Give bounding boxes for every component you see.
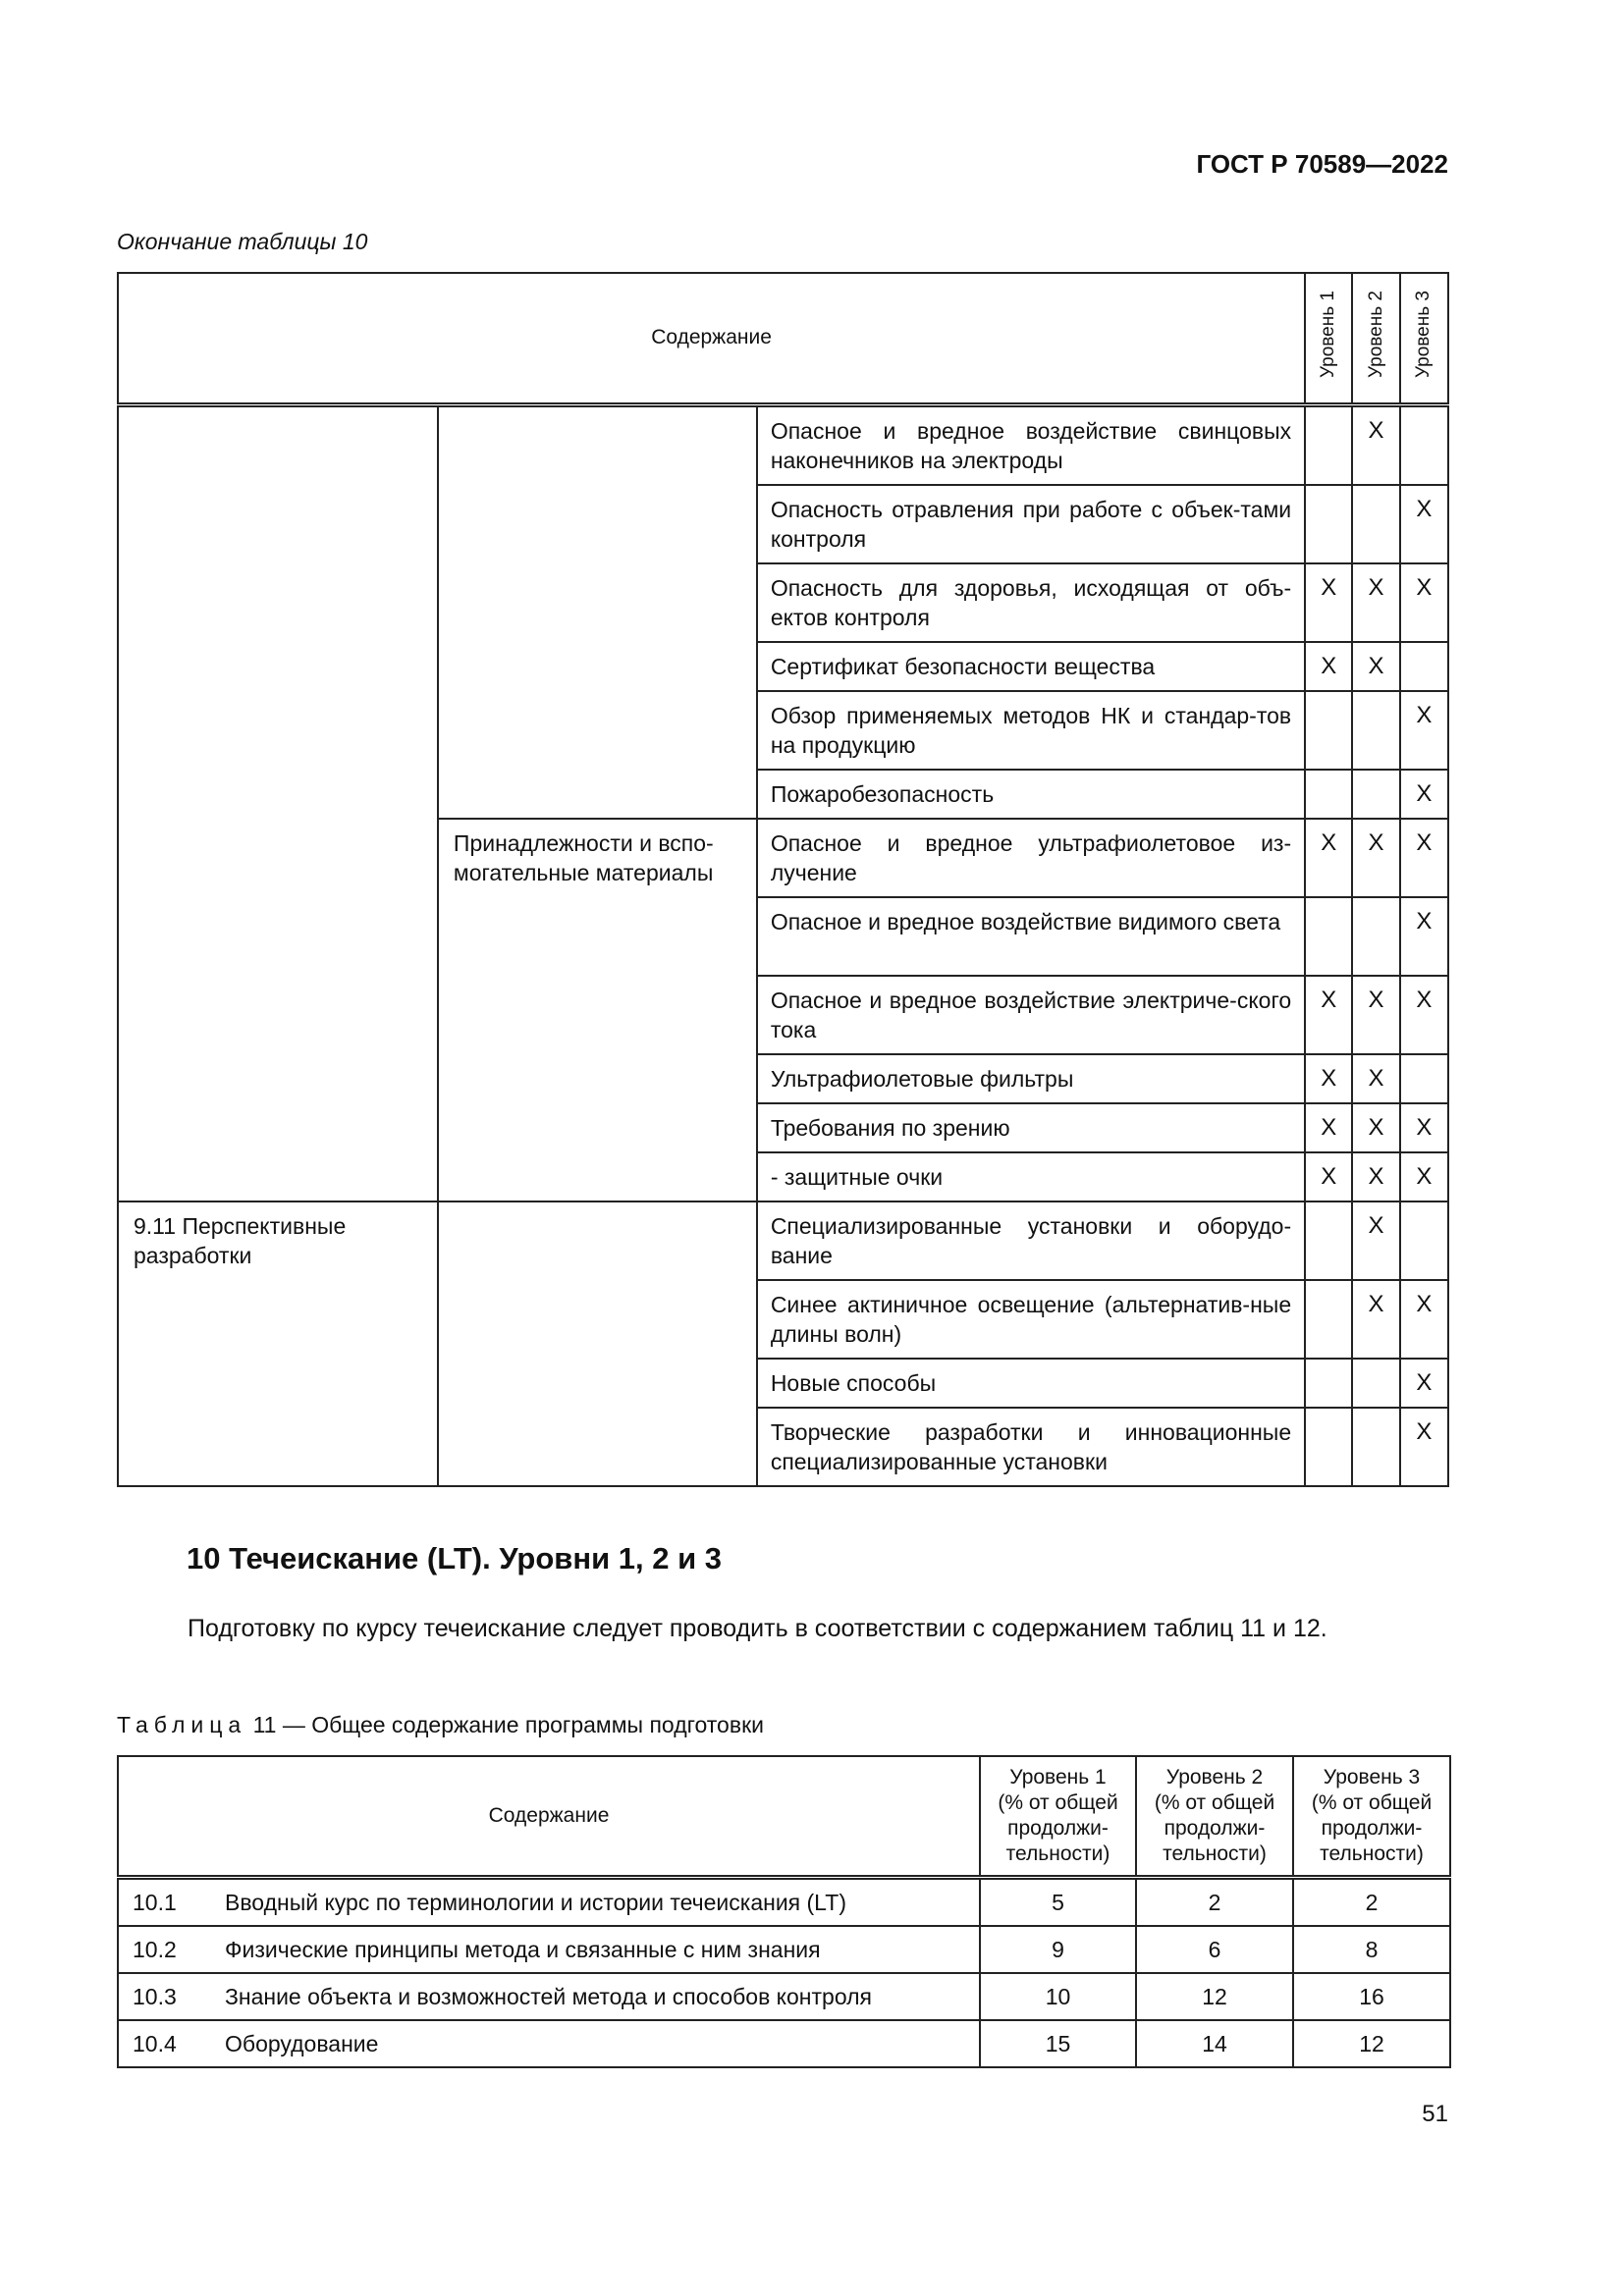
mark-level-2: [1352, 897, 1399, 976]
mark-level-3: X: [1400, 691, 1448, 770]
mark-level-3: [1400, 1201, 1448, 1280]
table-row: [118, 1878, 1450, 1927]
mark-level-3: [1400, 642, 1448, 691]
row-text: Вводный курс по терминологии и истории течеискания (LT): [211, 1878, 980, 1927]
row-text: Опасное и вредное воздействие видимого света: [757, 897, 1305, 976]
caption-rest: 11 — Общее содержание программы подготовки: [246, 1712, 764, 1737]
mark-level-1: [1305, 1280, 1352, 1359]
mark-level-2: [1352, 485, 1399, 563]
table-row: [118, 2020, 1450, 2067]
header-level-2: Уровень 2: [1352, 273, 1399, 404]
value-level-1: 9: [980, 1926, 1136, 1973]
mark-level-3: X: [1400, 1280, 1448, 1359]
value-level-3: 8: [1293, 1926, 1450, 1973]
value-level-1: 10: [980, 1973, 1136, 2020]
value-level-1: 15: [980, 2020, 1136, 2067]
mark-level-2: X: [1352, 819, 1399, 897]
caption-word: Таблица: [117, 1712, 247, 1737]
mark-level-2: [1352, 1408, 1399, 1486]
row-number: 10.4: [118, 2020, 211, 2067]
table-row: [118, 1201, 1448, 1280]
table-continuation-label: Окончание таблицы 10: [117, 229, 368, 254]
row-text: Творческие разработки и инновационные специализированные установки: [757, 1408, 1305, 1486]
mark-level-1: X: [1305, 976, 1352, 1054]
mark-level-2: X: [1352, 563, 1399, 642]
value-level-1: 5: [980, 1878, 1136, 1927]
table-header-row: [118, 1756, 1450, 1878]
table-10: [117, 272, 1449, 1487]
value-level-2: 12: [1136, 1973, 1293, 2020]
table-row: [118, 1973, 1450, 2020]
mark-level-1: [1305, 1408, 1352, 1486]
mark-level-1: X: [1305, 642, 1352, 691]
row-text: Ультрафиолетовые фильтры: [757, 1054, 1305, 1103]
mark-level-1: [1305, 691, 1352, 770]
row-text: Знание объекта и возможностей метода и способов контроля: [211, 1973, 980, 2020]
mark-level-1: X: [1305, 1103, 1352, 1152]
row-text: Опасность отравления при работе с объек-тами контроля: [757, 485, 1305, 563]
mark-level-2: X: [1352, 1054, 1399, 1103]
mark-level-2: X: [1352, 1103, 1399, 1152]
subgroup-cell-empty: [438, 404, 757, 819]
mark-level-3: X: [1400, 1103, 1448, 1152]
mark-level-3: X: [1400, 770, 1448, 819]
header-level-3: Уровень 3 (% от общей продолжи- тельности): [1293, 1756, 1450, 1878]
row-text: Оборудование: [211, 2020, 980, 2067]
header-level-2: Уровень 2 (% от общей продолжи- тельности): [1136, 1756, 1293, 1878]
section-paragraph: Подготовку по курсу течеискание следует проводить в соответствии с содержанием таблиц 11 и 12.: [188, 1615, 1327, 1642]
mark-level-1: X: [1305, 563, 1352, 642]
mark-level-3: X: [1400, 563, 1448, 642]
value-level-2: 14: [1136, 2020, 1293, 2067]
row-text: Обзор применяемых методов НК и стандар-тов на продукцию: [757, 691, 1305, 770]
header-level-3: Уровень 3: [1400, 273, 1448, 404]
mark-level-3: X: [1400, 897, 1448, 976]
row-text: Опасность для здоровья, исходящая от объ-ектов контроля: [757, 563, 1305, 642]
row-text: Синее актиничное освещение (альтернатив-ные длины волн): [757, 1280, 1305, 1359]
mark-level-3: X: [1400, 819, 1448, 897]
page-number: 51: [1422, 2101, 1448, 2127]
row-number: 10.3: [118, 1973, 211, 2020]
group-accessories: Принадлежности и вспо- могательные материалы: [438, 819, 757, 1201]
row-number: 10.1: [118, 1878, 211, 1927]
group-perspective: 9.11 Перспективные разработки: [118, 1201, 438, 1486]
row-text: Опасное и вредное ультрафиолетовое из-лучение: [757, 819, 1305, 897]
table-11: [117, 1755, 1451, 2068]
mark-level-2: [1352, 691, 1399, 770]
mark-level-3: X: [1400, 1408, 1448, 1486]
mark-level-2: [1352, 1359, 1399, 1408]
row-text: Опасное и вредное воздействие свинцовых наконечников на электроды: [757, 404, 1305, 485]
table-header-row: [118, 273, 1448, 404]
value-level-3: 12: [1293, 2020, 1450, 2067]
group-cell-empty: [118, 404, 438, 1201]
mark-level-1: X: [1305, 819, 1352, 897]
header-content: Содержание: [118, 273, 1305, 404]
mark-level-2: X: [1352, 1152, 1399, 1201]
header-level-1: Уровень 1: [1305, 273, 1352, 404]
mark-level-2: [1352, 770, 1399, 819]
mark-level-3: X: [1400, 1152, 1448, 1201]
mark-level-3: X: [1400, 485, 1448, 563]
value-level-2: 6: [1136, 1926, 1293, 1973]
mark-level-2: X: [1352, 642, 1399, 691]
row-text: Физические принципы метода и связанные с ним знания: [211, 1926, 980, 1973]
row-text: Опасное и вредное воздействие электриче-ского тока: [757, 976, 1305, 1054]
mark-level-2: X: [1352, 404, 1399, 485]
document-code: ГОСТ Р 70589—2022: [1196, 149, 1448, 179]
subgroup-cell-empty: [438, 1201, 757, 1486]
table-row: [118, 404, 1448, 485]
value-level-2: 2: [1136, 1878, 1293, 1927]
header-content: Содержание: [118, 1756, 980, 1878]
row-text: Новые способы: [757, 1359, 1305, 1408]
row-text: Специализированные установки и оборудо-вание: [757, 1201, 1305, 1280]
mark-level-2: X: [1352, 1201, 1399, 1280]
value-level-3: 16: [1293, 1973, 1450, 2020]
mark-level-1: [1305, 770, 1352, 819]
mark-level-1: [1305, 1359, 1352, 1408]
row-text: - защитные очки: [757, 1152, 1305, 1201]
section-heading: 10 Течеискание (LT). Уровни 1, 2 и 3: [187, 1541, 722, 1575]
mark-level-3: X: [1400, 976, 1448, 1054]
row-number: 10.2: [118, 1926, 211, 1973]
mark-level-1: X: [1305, 1054, 1352, 1103]
row-text: Требования по зрению: [757, 1103, 1305, 1152]
table-11-caption: [117, 1712, 764, 1738]
value-level-3: 2: [1293, 1878, 1450, 1927]
header-level-1: Уровень 1 (% от общей продолжи- тельности): [980, 1756, 1136, 1878]
mark-level-1: [1305, 897, 1352, 976]
mark-level-2: X: [1352, 1280, 1399, 1359]
row-text: Сертификат безопасности вещества: [757, 642, 1305, 691]
mark-level-1: X: [1305, 1152, 1352, 1201]
row-text: Пожаробезопасность: [757, 770, 1305, 819]
mark-level-3: X: [1400, 1359, 1448, 1408]
mark-level-2: X: [1352, 976, 1399, 1054]
mark-level-3: [1400, 1054, 1448, 1103]
table-row: [118, 1926, 1450, 1973]
mark-level-1: [1305, 404, 1352, 485]
mark-level-3: [1400, 404, 1448, 485]
mark-level-1: [1305, 485, 1352, 563]
mark-level-1: [1305, 1201, 1352, 1280]
